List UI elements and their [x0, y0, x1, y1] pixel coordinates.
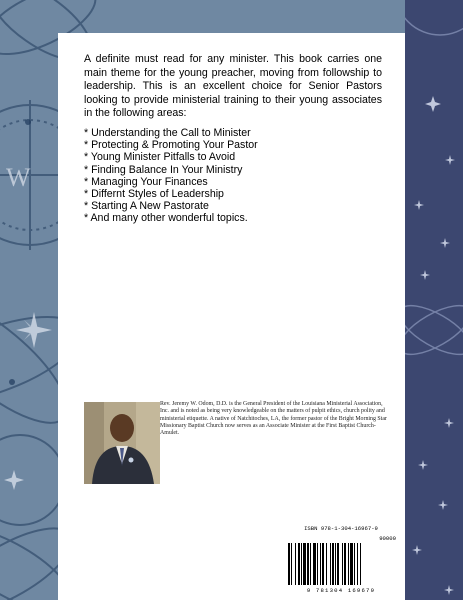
book-description: A definite must read for any minister. This book carries one main theme for the young preacher, moving from followship to leadership. This is an excellent choice for Senior Pastors looking to provide ministerial training to their young associates in the following areas:	[84, 53, 382, 119]
list-item: * Young Minister Pitfalls to Avoid	[84, 151, 236, 164]
list-item: * Managing Your Finances	[84, 175, 208, 188]
isbn-label: ISBN 978-1-304-16967-9	[304, 525, 378, 532]
list-item: * Starting A New Pastorate	[84, 200, 209, 213]
topic-list	[84, 127, 384, 225]
list-item: * And many other wonderful topics.	[84, 212, 248, 225]
isbn-barcode	[284, 525, 398, 597]
star-pattern	[405, 0, 463, 600]
list-item: * Differnt Styles of Leadership	[84, 188, 224, 201]
list-item: * Protecting & Promoting Your Pastor	[84, 139, 258, 152]
list-item: * Understanding the Call to Minister	[84, 127, 251, 139]
list-item: * Finding Balance In Your Ministry	[84, 163, 243, 176]
price-code: 90000	[379, 535, 396, 542]
navy-side-strip	[405, 0, 463, 600]
author-photo	[84, 402, 160, 484]
compass-letter-w: W	[6, 163, 31, 192]
barcode-bars	[284, 543, 398, 587]
barcode-digits: 9 781304 169679	[306, 587, 376, 594]
back-cover-panel	[58, 33, 405, 600]
author-bio: Rev. Jeremy W. Odom, D.D. is the General President of the Louisiana Ministerial Association, Inc. and is noted as being very knowledgeable on the matters of pulpit ethics, church polity and ministerial etiquette. A native of Natchitoches, LA, the former pastor of the Bright Morning Star Missionary Baptist Church now serves as an Associate Minister at the First Baptist Church-Amulet.	[160, 401, 387, 437]
